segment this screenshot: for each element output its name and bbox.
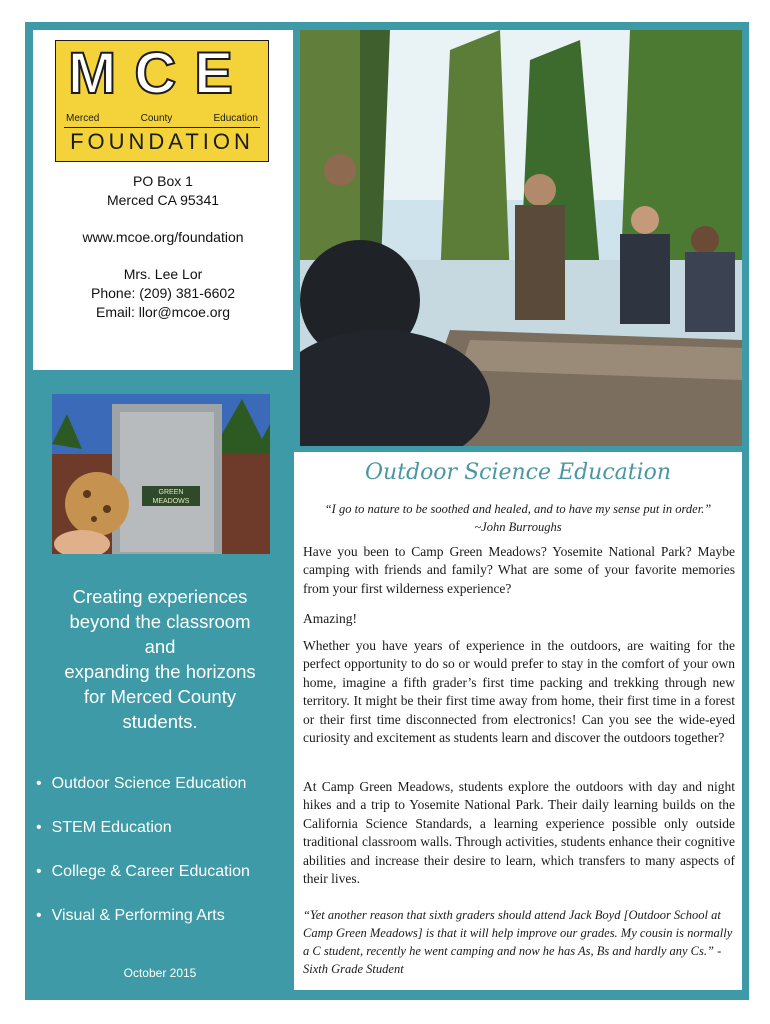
logo-word-merced: Merced (66, 113, 100, 124)
article-paragraph-1: Have you been to Camp Green Meadows? Yosemite National Park? Maybe camping with friends and family? What are some of your favorite memories from your first wilderness experience? (303, 544, 735, 596)
contact-email[interactable]: Email: llor@mcoe.org (95, 304, 231, 320)
program-item: • Visual & Performing Arts (36, 904, 286, 948)
article-paragraph-4: At Camp Green Meadows, students explore the outdoors with day and night hikes and a trip to Yosemite National Park. Their daily learning builds on the California Science Standards, a learning experience possible only outside traditional classroom walls. Through activities, students enhance their cognitive abilities and increase their desire to learn, which transfers to many aspects of their lives. (303, 779, 735, 887)
program-item: • STEM Education (36, 816, 286, 860)
logo-letters: MCE (68, 41, 251, 106)
quote-text: “I go to nature to be soothed and healed, and to have my sense put in order.” (324, 502, 712, 516)
sign-text-meadows: MEADOWS (152, 498, 190, 505)
article-heading: Outdoor Science Education (364, 460, 672, 485)
program-item: • Outdoor Science Education (36, 772, 286, 816)
mce-foundation-logo (55, 40, 269, 162)
tagline-line: for Merced County (83, 686, 237, 707)
tagline-line: beyond the classroom (69, 611, 251, 632)
tagline-line: and (144, 636, 176, 657)
article-paragraph-3: Whether you have years of experience in the outdoors, are waiting for the perfect opportunity to do so or would prefer to stay in the comfort of your own home, imagine a fifth grader’s first time packing and trekking through new territory. It might be their first time away from home, their first time in a forest or their first time disconnected from electronics! Can you see the wide-eyed curiosity and excitement as students learn and discover the outdoors together? (303, 638, 735, 746)
program-item: • College & Career Education (36, 860, 286, 904)
issue-date: October 2015 (123, 966, 197, 980)
contact-phone: Phone: (209) 381-6602 (91, 285, 235, 301)
programs-list (36, 772, 286, 948)
tagline-line: students. (122, 711, 198, 732)
student-quote: “Yet another reason that sixth graders should attend Jack Boyd [Outdoor School at Camp Green Meadows] is that it will help improve our grades. My cousin is normally a C student, recently he went camping and now he has As, Bs and hardly any Cs.” -Sixth Grade Student (303, 908, 733, 976)
tagline (40, 584, 280, 734)
logo-foundation-word: FOUNDATION (70, 129, 254, 154)
quote-author: ~John Burroughs (474, 520, 562, 534)
sign-text-green: GREEN (158, 489, 184, 496)
address-line-2: Merced CA 95341 (106, 192, 220, 208)
students-outdoors-photo (300, 30, 742, 446)
opening-quote (300, 500, 736, 536)
green-meadows-sign-photo (52, 394, 270, 554)
logo-words (66, 113, 258, 124)
address-line-1: PO Box 1 (133, 173, 193, 189)
logo-word-education: Education (213, 113, 258, 124)
website-link[interactable]: www.mcoe.org/foundation (82, 229, 244, 245)
contact-name: Mrs. Lee Lor (123, 266, 203, 282)
article-paragraph-2: Amazing! (303, 611, 357, 626)
students-photo-illustration (300, 30, 742, 446)
logo-rule (64, 127, 260, 128)
tagline-line: expanding the horizons (64, 661, 256, 682)
tagline-line: Creating experiences (72, 586, 248, 607)
logo-word-county: County (140, 113, 173, 124)
sign-photo-illustration (52, 394, 270, 554)
